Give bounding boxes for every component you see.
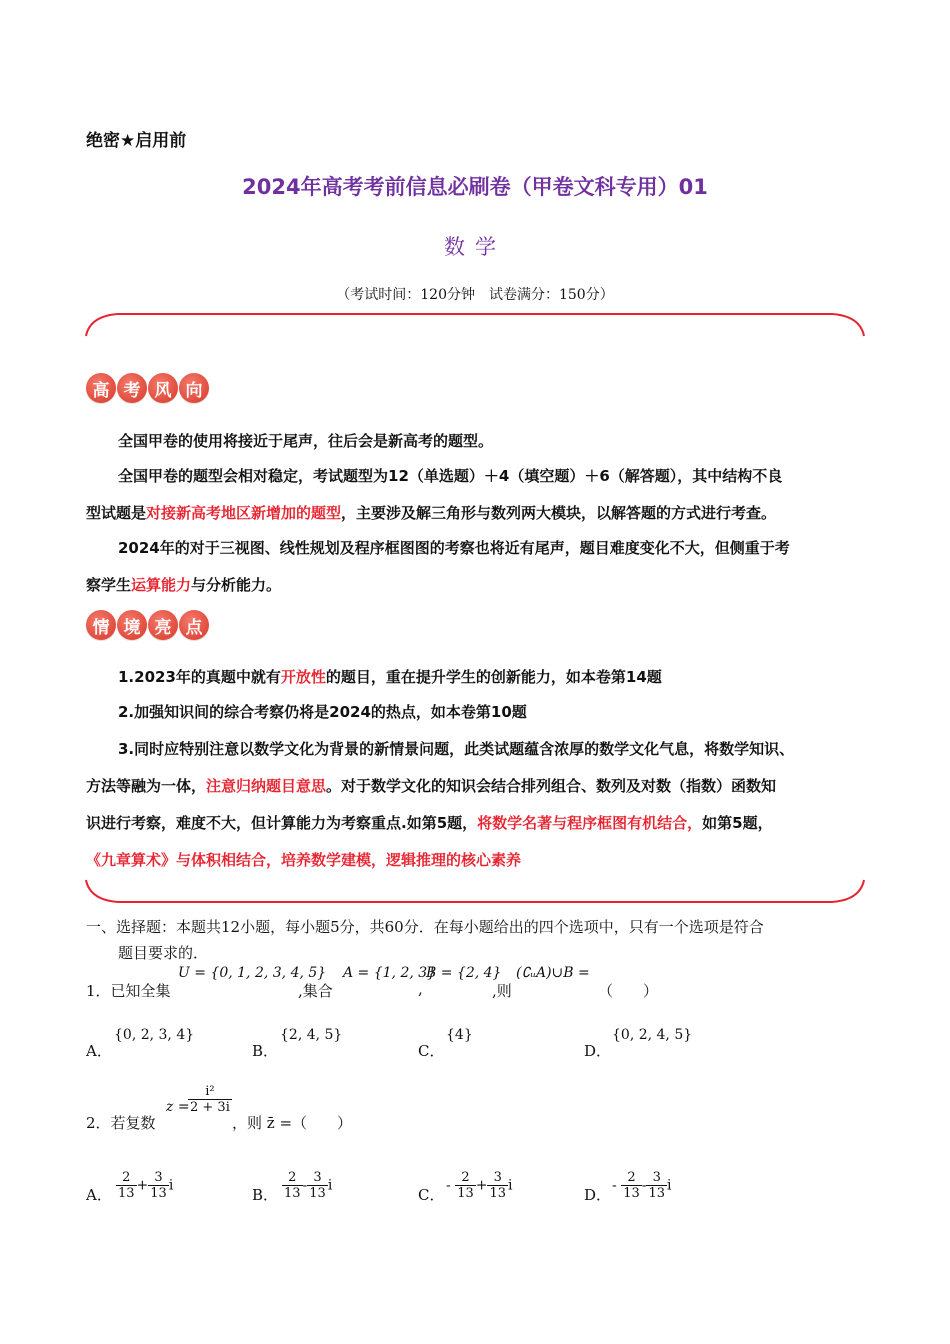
confidential-label: 绝密★启用前 (86, 131, 187, 151)
highlight-text: 将数学名著与程序框图有机结合， (477, 814, 703, 832)
text: 全国甲卷的使用将接近于尾声，往后会是新高考的题型。 (118, 432, 494, 450)
highlight-item-1 (86, 659, 866, 696)
text: ，主要涉及解三角形与数列两大模块，以解答题的方式进行考查。 (341, 504, 777, 522)
question-1-blank: （ ） (598, 982, 659, 1000)
q1-option-a-value: {0, 2, 3, 4} (114, 1027, 195, 1043)
text: 型试题是 (86, 504, 147, 522)
text: 与分析能力。 (191, 576, 282, 594)
question-2-suffix: ，则 z̄ =（ ） (232, 1114, 353, 1132)
question-2-fraction (188, 1084, 232, 1115)
fraction-numerator: i² (205, 1084, 215, 1099)
q2-option-d-label: D． (584, 1186, 612, 1204)
text: 察学生 (86, 576, 132, 594)
text: 1.2023年的真题中就有 (118, 668, 281, 686)
badge-char: 考 (117, 373, 147, 403)
badge-char: 情 (86, 610, 116, 640)
text: 的题目，重在提升学生的创新能力，如本卷第14题 (325, 668, 662, 686)
trend-paragraph-2 (86, 458, 866, 532)
question-2-z: z = (166, 1099, 190, 1115)
highlights-badge (86, 610, 209, 640)
badge-char: 境 (117, 610, 147, 640)
q2-option-b-value: $\frac{2}{13}$ - $\frac{3}{13}$ i (284, 1170, 333, 1201)
text: 方法等融为一体， (86, 777, 207, 795)
page-title: 2024年高考考前信息必刷卷（甲卷文科专用）01 (242, 175, 708, 199)
q1-option-c-value: {4} (446, 1027, 473, 1043)
question-1-comma: , (418, 980, 423, 998)
trend-badge (86, 373, 209, 403)
question-1-text: ,则 (492, 982, 512, 1000)
question-2-prefix: 2．若复数 (86, 1114, 156, 1132)
highlight-text: 《九章算术》与体积相结合，培养数学建模，逻辑推理的核心素养 (86, 851, 522, 869)
highlight-text: 运算能力 (131, 576, 192, 594)
q2-option-c-label: C． (418, 1186, 445, 1204)
subject-title: 数学 (444, 235, 506, 259)
fraction-denominator: 2 + 3i (190, 1100, 230, 1115)
question-1-set-b: B = {2, 4} (426, 965, 502, 981)
highlight-text: 注意归纳题目意思 (206, 777, 327, 795)
q2-option-b-label: B． (252, 1186, 279, 1204)
text: 2024年的对于三视图、线性规划及程序框图图的考察也将近有尾声，题目难度变化不大，但侧重于考 (118, 539, 790, 557)
badge-char: 点 (179, 610, 209, 640)
question-1-text: ,集合 (298, 982, 333, 1000)
question-1-expression: (∁ᵤA)∪B = (516, 965, 590, 981)
question-1-prefix: 1．已知全集 (86, 982, 171, 1000)
highlight-text: 对接新高考地区新增加的题型 (146, 504, 342, 522)
q2-option-d-value: - $\frac{2}{13}$ - $\frac{3}{13}$ i (612, 1170, 672, 1201)
question-1-universal-set: U = {0, 1, 2, 3, 4, 5} (178, 965, 327, 981)
highlight-text: 开放性 (280, 668, 326, 686)
section-heading: 一、选择题：本题共12小题，每小题5分，共60分．在每小题给出的四个选项中，只有一个选项是符合 (86, 918, 764, 936)
q1-option-d-label: D． (584, 1042, 612, 1060)
text: 。对于数学文化的知识会结合排列组合、数列及对数（指数）函数知 (326, 777, 777, 795)
badge-char: 风 (148, 373, 178, 403)
q1-option-d-value: {0, 2, 4, 5} (612, 1027, 693, 1043)
highlight-item-2 (86, 694, 866, 731)
text: 识进行考察，难度不大，但计算能力为考察重点.如第5题， (86, 814, 478, 832)
question-1-set-a: A = {1, 2, 3} (343, 965, 437, 981)
trend-paragraph-1 (86, 423, 866, 460)
q1-option-b-label: B． (252, 1042, 279, 1060)
trend-paragraph-3 (86, 530, 866, 604)
highlight-item-3 (86, 731, 866, 879)
badge-char: 高 (86, 373, 116, 403)
q2-option-a-value: $\frac{2}{13}$ + $\frac{3}{13}$ i (118, 1170, 174, 1201)
q2-option-c-value: - $\frac{2}{13}$ + $\frac{3}{13}$ i (446, 1170, 513, 1201)
q1-option-c-label: C． (418, 1042, 445, 1060)
text: 如第5题， (702, 814, 773, 832)
exam-info: （考试时间：120分钟 试卷满分：150分） (336, 287, 614, 303)
text: 3.同时应特别注意以数学文化为背景的新情景问题，此类试题蕴含浓厚的数学文化气息，将数学知识、 (118, 740, 795, 758)
q1-option-b-value: {2, 4, 5} (280, 1027, 343, 1043)
text: 全国甲卷的题型会相对稳定，考试题型为12（单选题）＋4（填空题）＋6（解答题），其中结构不良 (118, 467, 783, 485)
badge-char: 亮 (148, 610, 178, 640)
q1-option-a-label: A． (86, 1042, 112, 1060)
q2-option-a-label: A． (86, 1186, 112, 1204)
text: 2.加强知识间的综合考察仍将是2024的热点，如本卷第10题 (118, 703, 527, 721)
section-heading-cont: 题目要求的． (118, 944, 209, 962)
badge-char: 向 (179, 373, 209, 403)
